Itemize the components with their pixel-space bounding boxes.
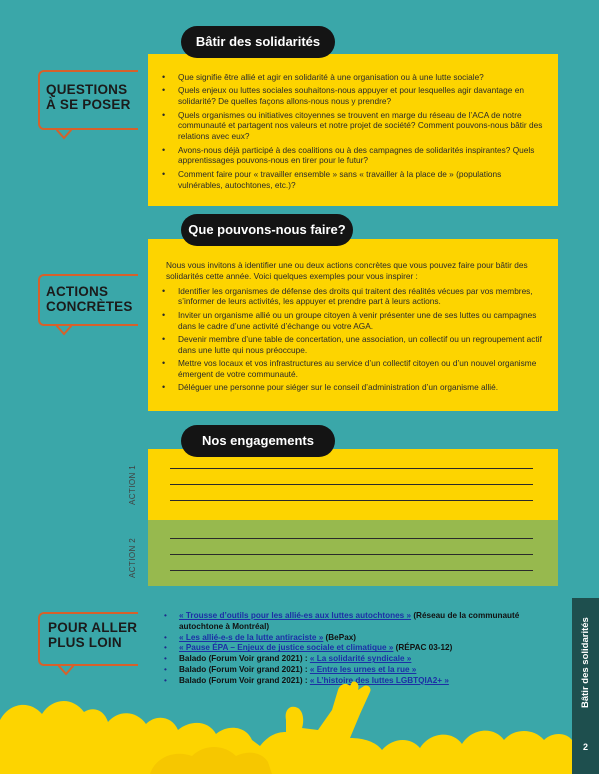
list-item — [162, 665, 542, 676]
list-item: • Comment faire pour « travailler ensemble » sans « travailler à la place de » (populations vulnérables, autochtones, etc.)? — [160, 169, 544, 191]
resources-list — [162, 611, 542, 687]
list-item — [162, 654, 542, 665]
resource-link[interactable]: « Les allié-e-s de la lutte antiraciste » — [179, 632, 324, 642]
action-2-line[interactable] — [170, 570, 533, 571]
list-item: • Mettre vos locaux et vos infrastructures au service d’un collectif citoyen ou d’un nouvel organisme émergent de votre communauté. — [160, 358, 544, 380]
actions-box — [148, 239, 558, 411]
resource-link[interactable]: « Pause ÉPA – Enjeux de justice sociale et climatique » — [179, 643, 394, 653]
questions-box — [148, 54, 558, 206]
list-item: • Quels enjeux ou luttes sociales souhaitons-nous appuyer et pour lesquelles agir davantage en solidarité? De quelles façons allons-nous nous y prendre? — [160, 85, 544, 107]
callout-tail-icon — [56, 128, 72, 140]
resource-source: (BePax) — [323, 632, 357, 642]
chapter-tab-title: Bâtir des solidarités — [580, 617, 591, 708]
resource-prefix: Balado (Forum Voir grand 2021) : — [179, 675, 310, 685]
list-item: • Avons-nous déjà participé à des coalitions ou à des campagnes de solidarités inspirantes? Quels apprentissages pouvons-nous en tirer pour le futur? — [160, 145, 544, 167]
list-item: • Devenir membre d’une table de concertation, une association, un collectif ou un regroupement actif dans une lutte qui nous préoccupe. — [160, 334, 544, 356]
crowd-silhouette-illustration — [0, 680, 572, 774]
list-item: • Quels organismes ou initiatives citoyennes se trouvent en marge du réseau de l’ACA de notre communauté et partagent nos valeurs et notre projet de société? Comment pouvons-nous bâtir des relations avec eux? — [160, 110, 544, 142]
action-2-line[interactable] — [170, 554, 533, 555]
action-1-label: ACTION 1 — [128, 464, 137, 505]
resource-link[interactable]: « L’histoire des luttes LGBTQIA2+ » — [309, 675, 449, 685]
action-1-line[interactable] — [170, 484, 533, 485]
page-number: 2 — [582, 742, 588, 752]
list-item — [162, 643, 542, 654]
action-2-area — [148, 520, 558, 586]
resource-link[interactable]: « La solidarité syndicale » — [309, 654, 412, 664]
further-side-label: POUR ALLER PLUS LOIN — [48, 620, 138, 650]
list-item: • Inviter un organisme allié ou un groupe citoyen à venir présenter une de ses luttes ou campagnes dans le cadre d’une activité d’échange ou votre AGA. — [160, 310, 544, 332]
resource-source: (RÉPAC 03-12) — [393, 643, 453, 653]
action-1-line[interactable] — [170, 468, 533, 469]
actions-side-label: ACTIONS CONCRÈTES — [46, 284, 133, 314]
resource-prefix: Balado (Forum Voir grand 2021) : — [179, 654, 310, 664]
section-title-pill: Que pouvons-nous faire? — [181, 214, 353, 246]
actions-intro: Nous vous invitons à identifier une ou deux actions concrètes que vous pouvez faire pour bâtir des solidarités cette année. Voici quelques exemples pour vous inspirer : — [166, 260, 528, 281]
list-item: • Déléguer une personne pour siéger sur le conseil d’administration d’un organisme allié. — [160, 382, 544, 393]
section-title-pill: Nos engagements — [181, 425, 335, 457]
list-item: • Identifier les organismes de défense des droits qui traitent des réalités vécues par vos membres, s’informer de leurs activités, les appuyer et prendre part à leurs actions. — [160, 286, 544, 308]
list-item: • Que signifie être allié et agir en solidarité à une organisation ou à une lutte sociale? — [160, 72, 544, 83]
callout-tail-icon — [56, 324, 72, 336]
resource-link[interactable]: « Entre les urnes et la rue » — [309, 664, 417, 674]
action-2-line[interactable] — [170, 538, 533, 539]
chapter-side-tab — [572, 598, 599, 774]
questions-list — [160, 72, 544, 190]
questions-side-label: QUESTIONS À SE POSER — [46, 82, 131, 112]
list-item — [162, 633, 542, 644]
section-title-pill: Bâtir des solidarités — [181, 26, 335, 58]
actions-list — [160, 286, 544, 394]
callout-tail-icon — [58, 664, 74, 676]
resource-source: (Réseau de la communauté autochtone à Montréal) — [179, 611, 520, 631]
list-item — [162, 611, 542, 633]
resource-prefix: Balado (Forum Voir grand 2021) : — [179, 664, 310, 674]
action-2-label: ACTION 2 — [128, 537, 137, 578]
resource-link[interactable]: « Trousse d’outils pour les allié-es aux luttes autochtones » — [179, 611, 412, 620]
action-1-line[interactable] — [170, 500, 533, 501]
